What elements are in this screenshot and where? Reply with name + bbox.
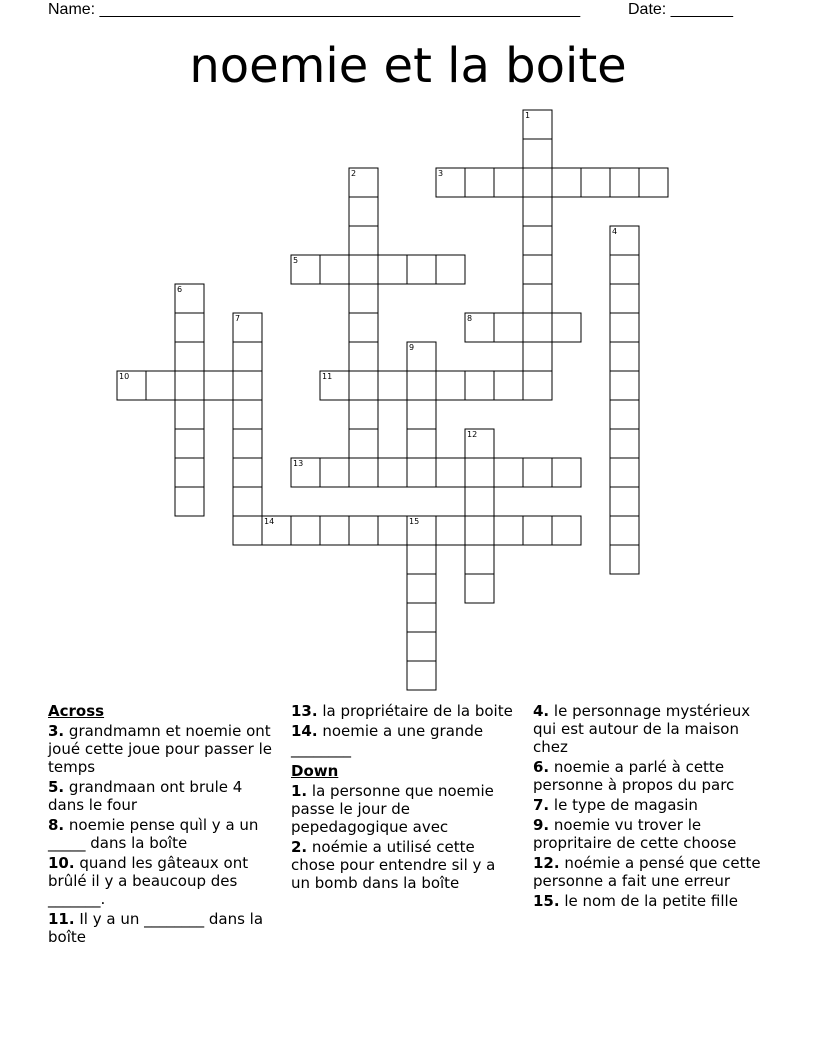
clue-across-10: 10. quand les gâteaux ont brûlé il y a beaucoup des _______.	[48, 854, 249, 908]
grid-cell	[175, 342, 204, 371]
grid-cell	[465, 458, 494, 487]
grid-cell	[465, 371, 494, 400]
grid-cell	[436, 516, 465, 545]
clue-down-15: 15. le nom de la petite fille	[533, 892, 738, 910]
grid-cell	[610, 487, 639, 516]
grid-cell	[523, 255, 552, 284]
clue-across-14: 14. noemie a une grande ________	[291, 722, 484, 758]
clue-down-12: 12. noémie a pensé que cette personne a fait une erreur	[533, 854, 761, 890]
grid-cell	[552, 458, 581, 487]
date-line: Date: _______	[628, 1, 733, 18]
cell-number: 1	[525, 111, 531, 120]
grid-cell	[523, 168, 552, 197]
cell-number: 3	[438, 169, 444, 178]
grid-cell	[465, 545, 494, 574]
grid-cell	[610, 429, 639, 458]
grid-cell	[494, 168, 523, 197]
grid-cell	[523, 139, 552, 168]
grid-cell	[378, 255, 407, 284]
clue-across-5: 5. grandmaan ont brule 4 dans le four	[48, 778, 243, 814]
cell-number: 6	[177, 285, 183, 294]
grid-cell	[494, 313, 523, 342]
clue-down-1: 1. la personne que noemie passe le jour de pepedagogique avec	[291, 782, 494, 836]
grid-cell	[465, 168, 494, 197]
grid-cell	[523, 516, 552, 545]
clue-across-11: 11. Il y a un ________ dans la boîte	[48, 910, 264, 946]
grid-cell	[465, 487, 494, 516]
grid-cell	[349, 342, 378, 371]
grid-cell	[494, 458, 523, 487]
grid-cell	[175, 429, 204, 458]
cell-number: 5	[293, 256, 299, 265]
grid-cell	[552, 168, 581, 197]
grid-cell	[233, 400, 262, 429]
grid-cell	[610, 313, 639, 342]
cell-number: 2	[351, 169, 357, 178]
grid-cell	[494, 516, 523, 545]
grid-cell	[523, 226, 552, 255]
grid-cell	[233, 516, 262, 545]
grid-cell	[610, 458, 639, 487]
grid-cell	[407, 545, 436, 574]
grid-cell	[610, 545, 639, 574]
grid-cell	[523, 342, 552, 371]
cell-number: 14	[264, 517, 275, 526]
grid-cell	[523, 284, 552, 313]
grid-cell	[407, 574, 436, 603]
grid-cell	[465, 574, 494, 603]
clues-column-1	[48, 702, 276, 948]
grid-cell	[610, 516, 639, 545]
grid-cell	[320, 516, 349, 545]
cell-number: 8	[467, 314, 473, 323]
grid-cell	[175, 487, 204, 516]
grid-cell	[523, 458, 552, 487]
grid-cell	[407, 458, 436, 487]
grid-cell	[523, 371, 552, 400]
grid-cell	[320, 458, 349, 487]
grid-cell	[610, 284, 639, 313]
grid-cell	[146, 371, 175, 400]
grid-cell	[233, 429, 262, 458]
clue-down-2: 2. noémie a utilisé cette chose pour entendre sil y a un bomb dans la boîte	[291, 838, 496, 892]
clues-column-2	[291, 702, 519, 894]
cell-number: 10	[119, 372, 130, 381]
cell-number: 11	[322, 372, 333, 381]
grid-cell	[407, 255, 436, 284]
grid-cell	[233, 342, 262, 371]
clue-across-3: 3. grandmamn et noemie ont joué cette joue pour passer le temps	[48, 722, 272, 776]
grid-cell	[378, 371, 407, 400]
clue-down-7: 7. le type de magasin	[533, 796, 698, 814]
grid-cell	[349, 458, 378, 487]
grid-cell	[175, 400, 204, 429]
cell-number: 12	[467, 430, 478, 439]
clue-down-6: 6. noemie a parlé à cette personne à propos du parc	[533, 758, 735, 794]
grid-cell	[349, 313, 378, 342]
grid-cell	[407, 429, 436, 458]
grid-cell	[407, 371, 436, 400]
grid-cell	[407, 400, 436, 429]
clue-down-9: 9. noemie vu trover le propritaire de cette choose	[533, 816, 737, 852]
grid-cell	[581, 168, 610, 197]
down-heading: Down	[291, 762, 339, 780]
grid-cell	[349, 400, 378, 429]
puzzle-title: noemie et la boite	[189, 38, 627, 94]
grid-cell	[494, 371, 523, 400]
grid-cell	[349, 197, 378, 226]
grid-cell	[552, 313, 581, 342]
cell-number: 4	[612, 227, 618, 236]
grid-cell	[349, 226, 378, 255]
grid-cell	[436, 371, 465, 400]
grid-cell	[407, 661, 436, 690]
grid-cell	[175, 458, 204, 487]
grid-cell	[291, 516, 320, 545]
grid-cell	[407, 603, 436, 632]
grid-cell	[610, 400, 639, 429]
name-line: Name: ______________________________________________________	[48, 1, 581, 18]
grid-cell	[639, 168, 668, 197]
grid-cell	[349, 516, 378, 545]
grid-cell	[436, 255, 465, 284]
grid-cell	[610, 255, 639, 284]
cell-number: 13	[293, 459, 304, 468]
grid-cell	[349, 284, 378, 313]
grid-cell	[552, 516, 581, 545]
clue-across-8: 8. noemie pense quìl y a un _____ dans la boîte	[48, 816, 259, 852]
grid-cell	[378, 458, 407, 487]
cell-number: 9	[409, 343, 415, 352]
grid-cell	[610, 168, 639, 197]
grid-cell	[523, 197, 552, 226]
cell-number: 7	[235, 314, 241, 323]
grid-cell	[465, 516, 494, 545]
grid-cell	[349, 429, 378, 458]
grid-cell	[523, 313, 552, 342]
grid-cell	[204, 371, 233, 400]
grid-cell	[233, 487, 262, 516]
grid-cell	[320, 255, 349, 284]
grid-cell	[610, 371, 639, 400]
grid-cell	[175, 313, 204, 342]
grid-cell	[233, 371, 262, 400]
across-heading: Across	[48, 702, 105, 720]
grid-cell	[349, 371, 378, 400]
grid-cell	[175, 371, 204, 400]
cell-number: 15	[409, 517, 420, 526]
grid-cell	[378, 516, 407, 545]
grid-cell	[436, 458, 465, 487]
grid-cell	[610, 342, 639, 371]
clue-across-13: 13. la propriétaire de la boite	[291, 702, 513, 720]
grid-cell	[407, 632, 436, 661]
clue-down-4: 4. le personnage mystérieux qui est autour de la maison chez	[533, 702, 751, 756]
grid-cell	[233, 458, 262, 487]
grid-cell	[349, 255, 378, 284]
clues-column-3	[533, 702, 761, 912]
